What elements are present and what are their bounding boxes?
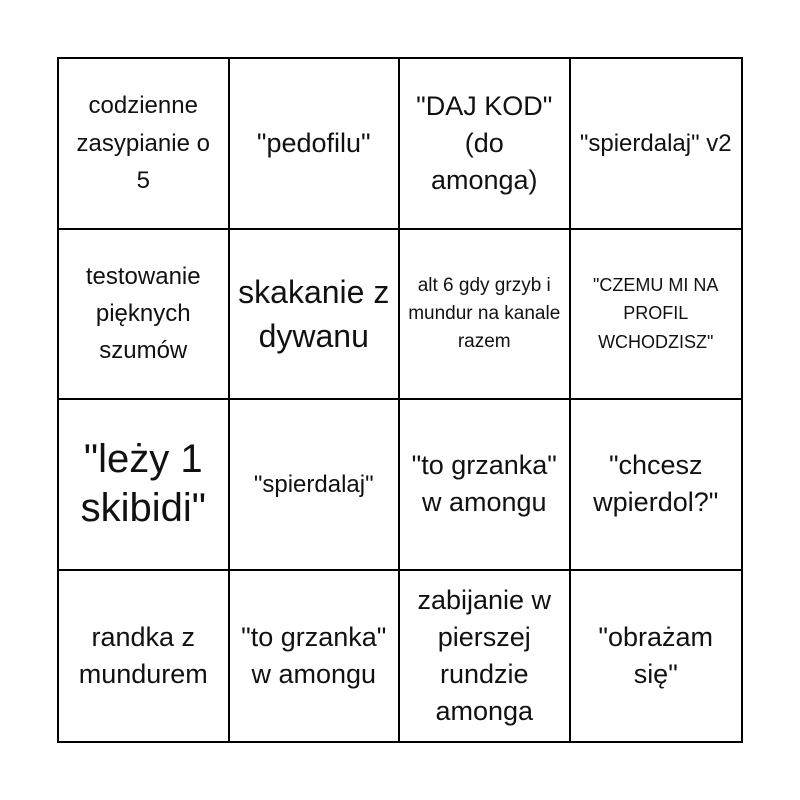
bingo-cell-text: "spierdalaj" (253, 470, 374, 498)
bingo-cell[interactable] (230, 59, 401, 230)
bingo-cell[interactable] (59, 400, 230, 571)
bingo-cell[interactable] (571, 400, 742, 571)
bingo-cell-text: "CZEMU MI NA PROFIL WCHODZISZ" (593, 274, 719, 353)
bingo-cell-text: "DAJ KOD" (do amonga) (416, 90, 553, 195)
bingo-cell-text: "leży 1 skibidi" (80, 437, 206, 531)
bingo-cell-text: randka z mundurem (78, 621, 208, 689)
bingo-cell[interactable] (59, 571, 230, 742)
bingo-cell[interactable] (230, 230, 401, 401)
bingo-cell-text: "spierdalaj" v2 (579, 129, 732, 157)
bingo-cell-text: codzienne zasypianie o 5 (76, 92, 210, 194)
bingo-cell-text: "to grzanka" w amongu (241, 621, 387, 689)
bingo-cell[interactable] (571, 59, 742, 230)
bingo-cell[interactable] (400, 400, 571, 571)
bingo-cell[interactable] (230, 400, 401, 571)
bingo-cell[interactable] (571, 571, 742, 742)
bingo-cell-text: "pedofilu" (256, 127, 371, 158)
bingo-cell[interactable] (400, 571, 571, 742)
bingo-board (57, 57, 743, 743)
bingo-cell[interactable] (59, 230, 230, 401)
bingo-cell[interactable] (571, 230, 742, 401)
bingo-cell-text: "obrażam się" (598, 621, 714, 689)
bingo-cell[interactable] (230, 571, 401, 742)
bingo-cell-text: alt 6 gdy grzyb i mundur na kanale razem (408, 275, 561, 352)
bingo-cell-text: "to grzanka" w amongu (411, 450, 557, 518)
bingo-cell-text: zabijanie w pierszej rundzie amonga (417, 584, 552, 726)
bingo-cell-text: skakanie z dywanu (238, 273, 390, 354)
bingo-cell[interactable] (400, 230, 571, 401)
bingo-cell[interactable] (400, 59, 571, 230)
bingo-cell[interactable] (59, 59, 230, 230)
bingo-cell-text: "chcesz wpierdol?" (593, 450, 719, 518)
bingo-cell-text: testowanie pięknych szumów (85, 262, 201, 365)
